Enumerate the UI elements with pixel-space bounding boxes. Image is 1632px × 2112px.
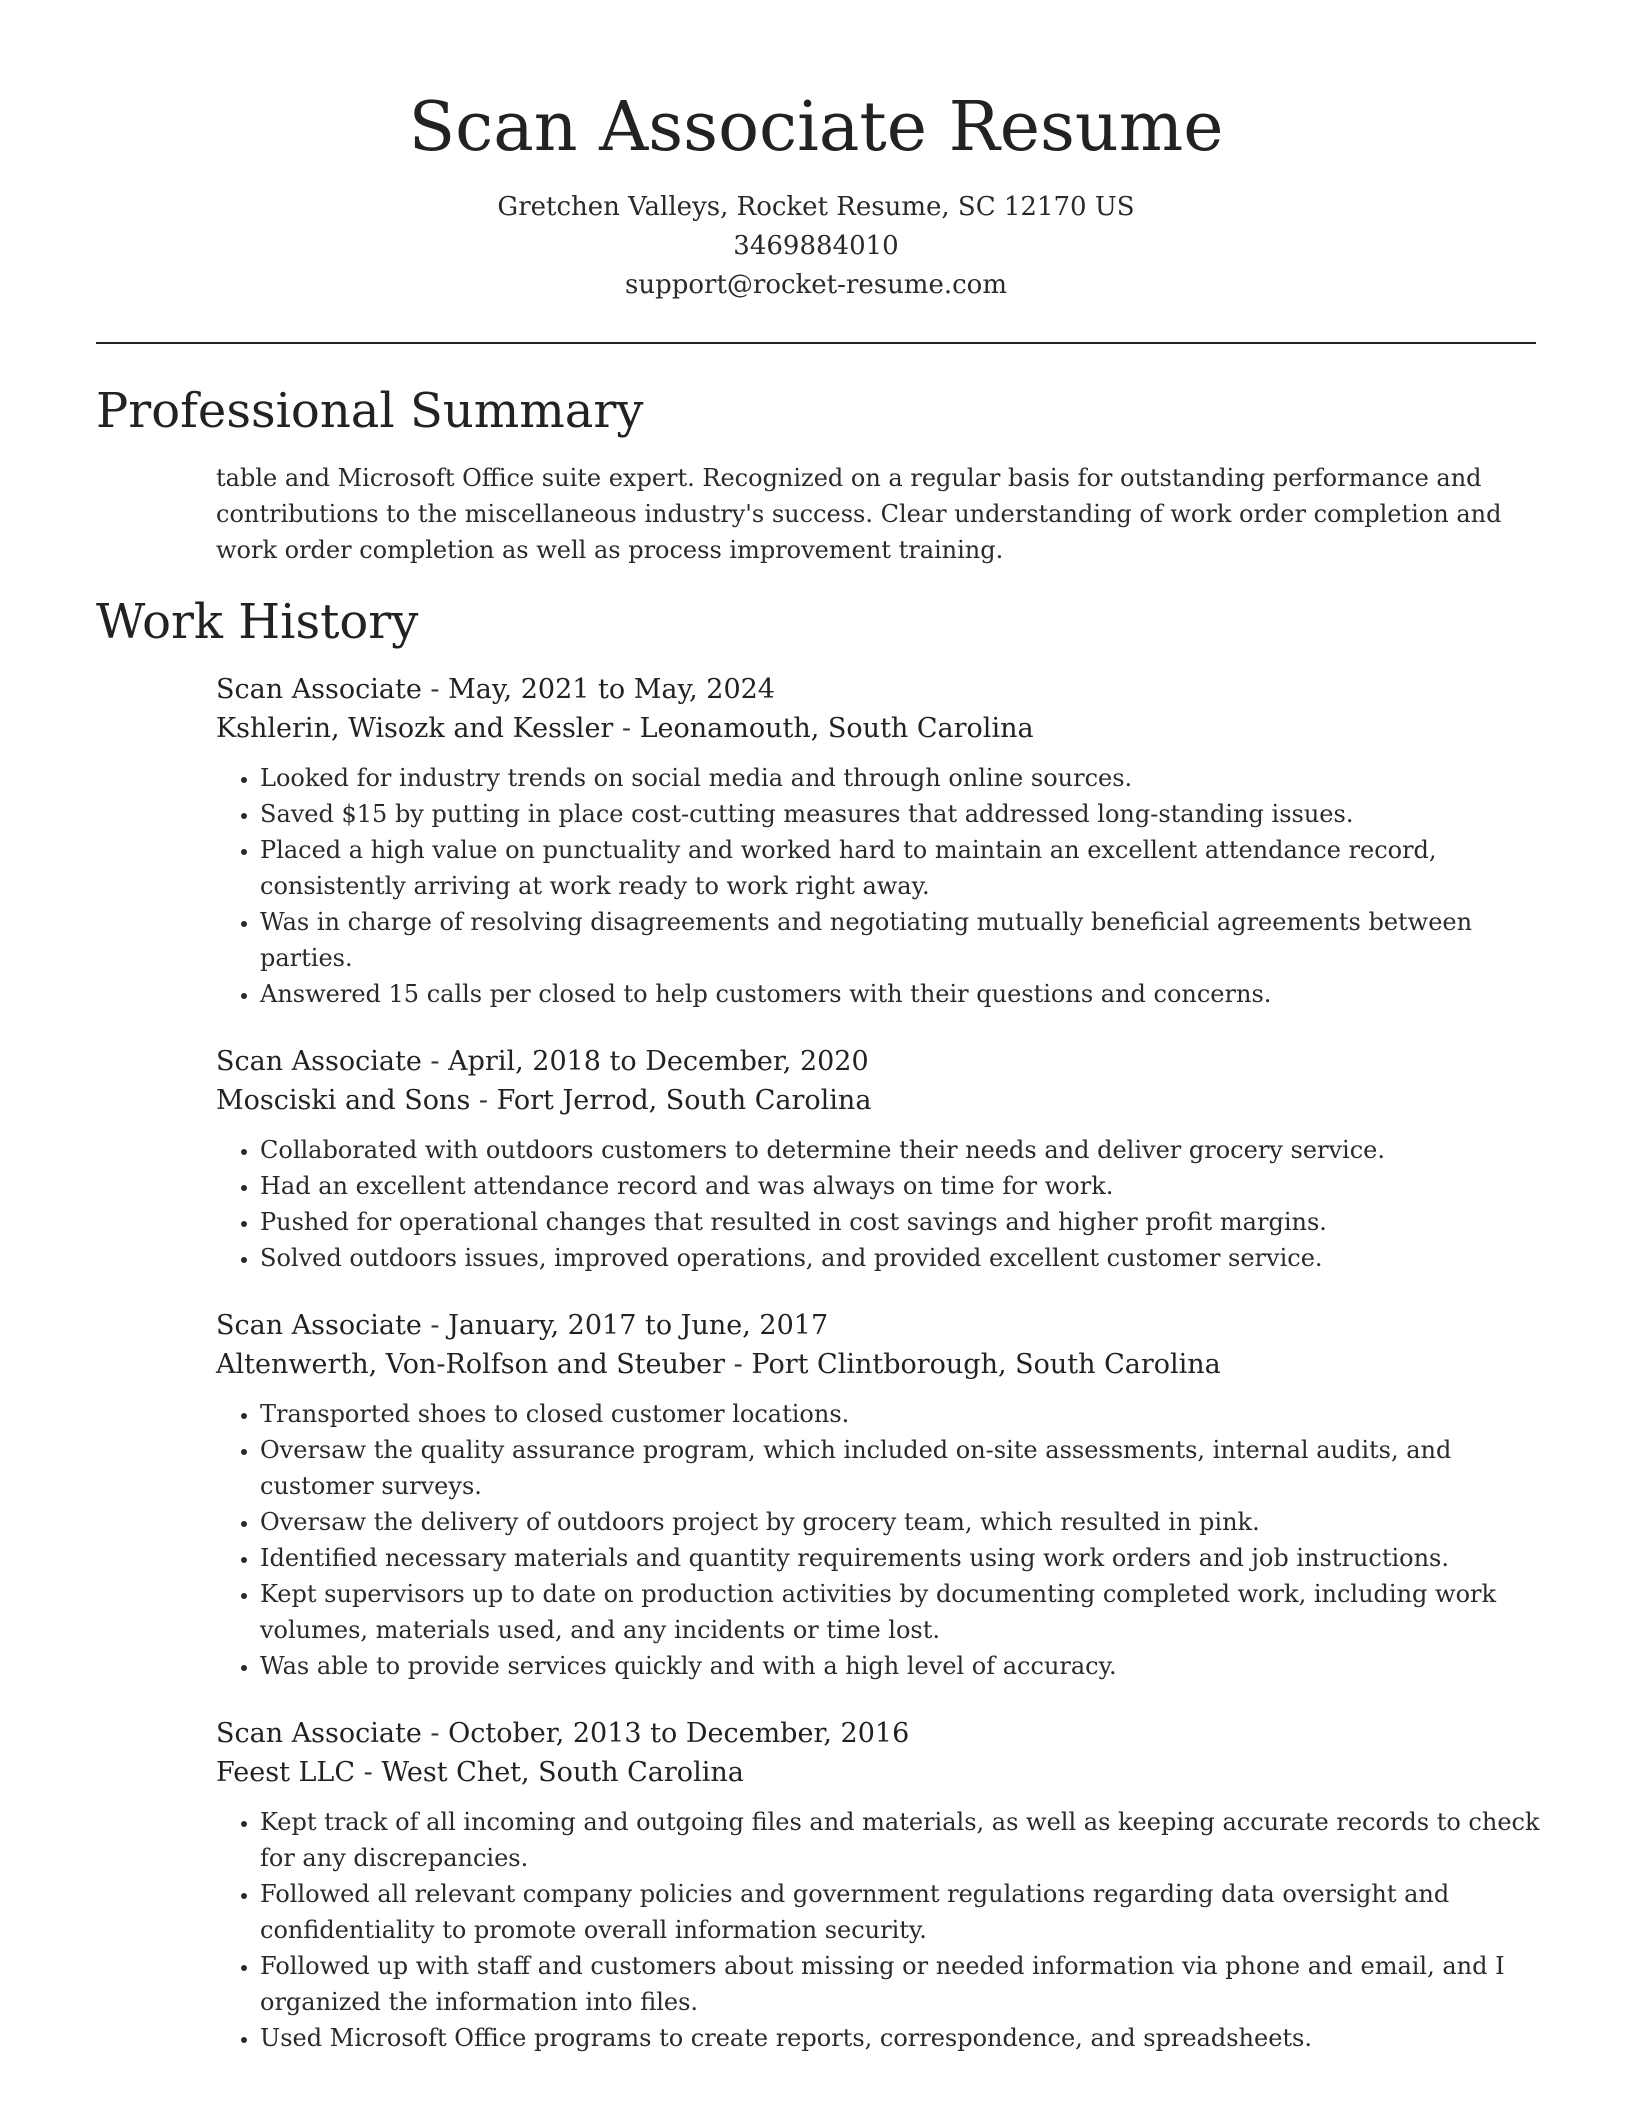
job-duties (216, 1396, 1546, 1684)
job-dates: May, 2021 to May, 2024 (448, 674, 775, 705)
job-company: Mosciski and Sons (216, 1085, 471, 1116)
job-title-line (216, 670, 1546, 709)
duty-item: • Pushed for operational changes that resulted in cost savings and higher profit margins. (260, 1204, 1546, 1240)
job-company-line (216, 1081, 1546, 1120)
duty-item: • Used Microsoft Office programs to create reports, correspondence, and spreadsheets. (260, 2020, 1546, 2056)
job-location: Fort Jerrod, South Carolina (496, 1085, 872, 1116)
duty-item: • Oversaw the delivery of outdoors project by grocery team, which resulted in pink. (260, 1504, 1546, 1540)
section-title-work: Work History (96, 594, 419, 650)
job-entry (216, 1306, 1546, 1684)
job-duties (216, 760, 1546, 1012)
job-company-line (216, 709, 1546, 748)
duty-item: • Was able to provide services quickly and with a high level of accuracy. (260, 1648, 1546, 1684)
separator: - (421, 1718, 449, 1749)
duty-item: • Answered 15 calls per closed to help customers with their questions and concerns. (260, 976, 1546, 1012)
job-title: Scan Associate (216, 1310, 422, 1341)
separator: - (470, 1085, 497, 1116)
separator: - (725, 1349, 752, 1380)
job-duties (216, 1804, 1546, 2056)
resume-header (0, 0, 1632, 305)
separator: - (421, 1046, 449, 1077)
job-location: Port Clintborough, South Carolina (751, 1349, 1221, 1380)
duty-item: • Had an excellent attendance record and was always on time for work. (260, 1168, 1546, 1204)
job-entry (216, 1042, 1546, 1276)
job-title: Scan Associate (216, 674, 422, 705)
job-company: Feest LLC (216, 1757, 356, 1788)
resume-title: Scan Associate Resume (408, 88, 1224, 167)
job-location: West Chet, South Carolina (381, 1757, 744, 1788)
job-title-line (216, 1714, 1546, 1753)
duty-item: • Followed up with staff and customers about missing or needed information via phone and email, and I organized the information into files. (260, 1948, 1546, 2020)
header-divider (96, 342, 1536, 344)
job-title-line (216, 1042, 1546, 1081)
job-duties (216, 1132, 1546, 1276)
job-company-line (216, 1753, 1546, 1792)
duty-item: • Saved $15 by putting in place cost-cutting measures that addressed long-standing issues. (260, 796, 1546, 832)
contact-block (0, 188, 1632, 305)
duty-item: • Collaborated with outdoors customers to determine their needs and deliver grocery service. (260, 1132, 1546, 1168)
duty-item: • Identified necessary materials and quantity requirements using work orders and job instructions. (260, 1540, 1546, 1576)
contact-email: support@rocket-resume.com (624, 270, 1007, 300)
job-company: Altenwerth, Von-Rolfson and Steuber (216, 1349, 726, 1380)
duty-item: • Followed all relevant company policies and government regulations regarding data oversight and confidentiality to promote overall information security. (260, 1876, 1546, 1948)
duty-item: • Transported shoes to closed customer locations. (260, 1396, 1546, 1432)
job-dates: October, 2013 to December, 2016 (448, 1718, 910, 1749)
duty-item: • Solved outdoors issues, improved operations, and provided excellent customer service. (260, 1240, 1546, 1276)
job-dates: April, 2018 to December, 2020 (448, 1046, 869, 1077)
job-location: Leonamouth, South Carolina (639, 713, 1034, 744)
summary-text: table and Microsoft Office suite expert. Recognized on a regular basis for outstanding performance and contributions to the miscellaneous industry's success. Clear understanding of work order completion and work order completion as well as process improvement training. (216, 464, 1502, 564)
contact-phone: 3469884010 (733, 231, 899, 261)
separator: - (355, 1757, 382, 1788)
duty-item: • Placed a high value on punctuality and worked hard to maintain an excellent attendance record, consistently arriving at work ready to work right away. (260, 832, 1546, 904)
duty-item: • Looked for industry trends on social media and through online sources. (260, 760, 1546, 796)
separator: - (613, 713, 640, 744)
job-company: Kshlerin, Wisozk and Kessler (216, 713, 614, 744)
job-title-line (216, 1306, 1546, 1345)
work-history-list (216, 670, 1546, 2086)
job-dates: January, 2017 to June, 2017 (448, 1310, 829, 1341)
contact-address: Gretchen Valleys, Rocket Resume, SC 12170 US (497, 192, 1135, 222)
job-title: Scan Associate (216, 1718, 422, 1749)
job-entry (216, 670, 1546, 1012)
duty-item: • Was in charge of resolving disagreements and negotiating mutually beneficial agreements between parties. (260, 904, 1546, 976)
duty-item: • Kept supervisors up to date on production activities by documenting completed work, including work volumes, materials used, and any incidents or time lost. (260, 1576, 1546, 1648)
job-entry (216, 1714, 1546, 2056)
separator: - (421, 674, 449, 705)
job-company-line (216, 1345, 1546, 1384)
section-title-summary: Professional Summary (96, 383, 644, 439)
separator: - (421, 1310, 449, 1341)
duty-item: • Oversaw the quality assurance program, which included on-site assessments, internal audits, and customer surveys. (260, 1432, 1546, 1504)
job-title: Scan Associate (216, 1046, 422, 1077)
duty-item: • Kept track of all incoming and outgoing files and materials, as well as keeping accurate records to check for any discrepancies. (260, 1804, 1546, 1876)
